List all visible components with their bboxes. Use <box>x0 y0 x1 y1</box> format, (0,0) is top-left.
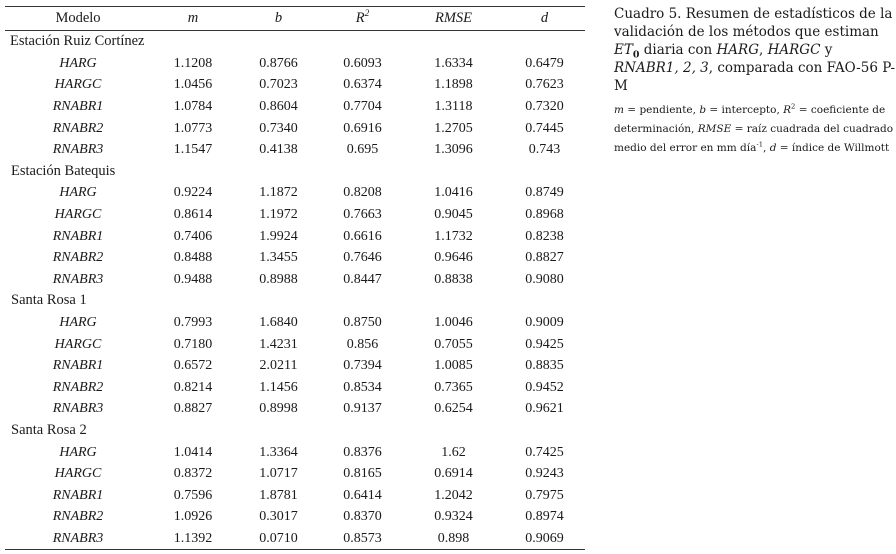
r2-cell: 0.9137 <box>343 401 382 417</box>
table-row <box>5 312 585 334</box>
caption-part-3: , comparada con FAO-56 P-M <box>614 60 896 94</box>
model-cell: RNABR2 <box>52 120 104 136</box>
m-cell: 0.8614 <box>173 207 213 223</box>
table-notes <box>614 101 894 158</box>
d-cell: 0.8749 <box>525 185 564 201</box>
table-row <box>5 225 585 247</box>
note-r-sup: 2 <box>791 102 796 111</box>
rmse-cell: 0.7055 <box>434 336 473 352</box>
rmse-cell: 0.9324 <box>434 509 473 525</box>
d-cell: 0.9243 <box>525 466 564 482</box>
rmse-cell: 0.8838 <box>434 271 473 287</box>
rmse-cell: 0.6254 <box>434 401 473 417</box>
note-rmse-text: = raíz cuadrada del cuadrado medio del error en mm día <box>614 123 894 154</box>
station-row <box>5 31 585 53</box>
table-row <box>5 463 585 485</box>
m-cell: 1.1392 <box>151 528 235 550</box>
station-name: Estación Batequis <box>11 162 116 179</box>
r2-cell: 0.7704 <box>343 99 382 115</box>
table-row <box>5 204 585 226</box>
r2-cell: 0.8534 <box>343 379 382 395</box>
note-d-text: = índice de Willmott <box>776 142 890 154</box>
r2-cell: 0.8376 <box>343 444 382 460</box>
m-cell: 1.0926 <box>173 509 213 525</box>
d-cell: 0.9425 <box>525 336 564 352</box>
caption-hargc: HARGC <box>767 42 821 58</box>
model-cell: HARG <box>59 185 97 201</box>
header-d: d <box>504 7 585 31</box>
station-name: Santa Rosa 1 <box>11 292 87 309</box>
rmse-cell: 1.1732 <box>434 228 473 244</box>
station-row <box>5 290 585 312</box>
caption-part-2: diaria con <box>639 42 717 58</box>
d-cell: 0.9080 <box>525 271 564 287</box>
r2-cell: 0.8750 <box>343 315 382 331</box>
caption-sep-1: , <box>759 42 768 58</box>
r2-cell: 0.8370 <box>343 509 382 525</box>
note-m: m <box>614 104 624 116</box>
table-row <box>5 333 585 355</box>
m-cell: 0.9224 <box>173 185 213 201</box>
d-cell: 0.8835 <box>525 358 564 374</box>
header-b: b <box>235 7 322 31</box>
model-cell: RNABR3 <box>5 528 151 550</box>
caption-part-1: Cuadro 5. Resumen de estadísticos de la validación de los métodos que estiman <box>614 6 893 40</box>
d-cell: 0.9009 <box>525 315 564 331</box>
r2-cell: 0.6916 <box>343 120 382 136</box>
m-cell: 0.8488 <box>173 250 213 266</box>
m-cell: 0.8827 <box>173 401 213 417</box>
table-row <box>5 53 585 75</box>
b-cell: 0.7340 <box>259 120 298 136</box>
rmse-cell: 1.1898 <box>434 77 473 93</box>
b-cell: 1.1972 <box>259 207 298 223</box>
b-cell: 0.8988 <box>259 271 298 287</box>
table-row <box>5 269 585 291</box>
m-cell: 0.8372 <box>173 466 213 482</box>
table-row <box>5 398 585 420</box>
table-row <box>5 377 585 399</box>
station-name: Estación Ruiz Cortínez <box>10 33 145 50</box>
d-cell: 0.6479 <box>525 55 564 71</box>
note-rmse-sup: -1 <box>756 140 764 149</box>
d-cell: 0.8238 <box>525 228 564 244</box>
table-row <box>5 139 585 161</box>
model-cell: HARGC <box>54 77 102 93</box>
b-cell: 0.7023 <box>259 77 298 93</box>
note-d: d <box>769 142 777 154</box>
table-row <box>5 528 585 550</box>
m-cell: 1.1208 <box>173 55 213 71</box>
m-cell: 0.7596 <box>173 487 213 503</box>
r2-cell: 0.7394 <box>343 358 382 374</box>
rmse-cell: 1.3118 <box>434 99 473 115</box>
note-r: R <box>783 104 792 116</box>
model-cell: HARGC <box>54 466 102 482</box>
model-cell: RNABR2 <box>52 250 104 266</box>
model-cell: HARGC <box>54 207 102 223</box>
d-cell: 0.7975 <box>525 487 564 503</box>
caption-harg: HARG <box>716 42 760 58</box>
caption-et: ET <box>614 42 633 58</box>
b-cell: 0.8766 <box>259 55 298 71</box>
model-cell: RNABR2 <box>52 379 104 395</box>
m-cell: 1.0414 <box>173 444 213 460</box>
header-row <box>5 7 585 31</box>
note-m-text: = pendiente, <box>623 104 700 116</box>
rmse-cell: 1.0046 <box>434 315 473 331</box>
r2-cell: 0.695 <box>346 142 379 158</box>
note-r-text: = coeficiente de determinación, <box>614 104 886 135</box>
station-row <box>5 420 585 442</box>
m-cell: 1.1547 <box>173 142 213 158</box>
header-rmse: RMSE <box>403 7 504 31</box>
d-cell: 0.9452 <box>525 379 564 395</box>
rmse-cell: 0.898 <box>403 528 504 550</box>
model-cell: RNABR1 <box>52 487 104 503</box>
r2-cell: 0.7646 <box>343 250 382 266</box>
rmse-cell: 0.9045 <box>434 207 473 223</box>
b-cell: 1.4231 <box>259 336 298 352</box>
m-cell: 0.9488 <box>173 271 213 287</box>
d-cell: 0.8827 <box>525 250 564 266</box>
model-cell: HARGC <box>54 336 102 352</box>
header-model: Modelo <box>5 7 151 31</box>
b-cell: 1.9924 <box>259 228 298 244</box>
b-cell: 1.1456 <box>259 379 298 395</box>
d-cell: 0.7623 <box>525 77 564 93</box>
d-cell: 0.7445 <box>525 120 564 136</box>
table-row <box>5 96 585 118</box>
d-cell: 0.7320 <box>525 99 564 115</box>
b-cell: 2.0211 <box>259 358 298 374</box>
r2-cell: 0.8208 <box>343 185 382 201</box>
station-name: Santa Rosa 2 <box>11 421 87 438</box>
m-cell: 0.7993 <box>173 315 213 331</box>
model-cell: RNABR3 <box>52 142 104 158</box>
m-cell: 1.0773 <box>173 120 213 136</box>
r2-cell: 0.6093 <box>343 55 382 71</box>
r2-cell: 0.6374 <box>343 77 382 93</box>
model-cell: RNABR1 <box>52 358 104 374</box>
b-cell: 1.3364 <box>259 444 298 460</box>
m-cell: 0.7180 <box>173 336 213 352</box>
b-cell: 1.6840 <box>259 315 298 331</box>
note-b-text: = intercepto, <box>706 104 784 116</box>
d-cell: 0.7425 <box>525 444 564 460</box>
model-cell: HARG <box>59 315 97 331</box>
note-b: b <box>699 104 707 116</box>
m-cell: 1.0456 <box>173 77 213 93</box>
rmse-cell: 1.0416 <box>434 185 473 201</box>
model-cell: RNABR3 <box>52 271 104 287</box>
table-row <box>5 441 585 463</box>
m-cell: 0.7406 <box>173 228 213 244</box>
note-rmse-tail: , <box>763 142 770 154</box>
r2-cell: 0.6414 <box>343 487 382 503</box>
statistics-table-container <box>5 6 585 550</box>
d-cell: 0.9069 <box>504 528 585 550</box>
b-cell: 1.3455 <box>259 250 298 266</box>
header-r2 <box>322 7 403 31</box>
table-row <box>5 247 585 269</box>
table-row <box>5 506 585 528</box>
rmse-cell: 0.7365 <box>434 379 473 395</box>
r2-cell: 0.7663 <box>343 207 382 223</box>
d-cell: 0.8974 <box>525 509 564 525</box>
m-cell: 1.0784 <box>173 99 213 115</box>
rmse-cell: 1.62 <box>441 444 466 460</box>
rmse-cell: 1.2705 <box>434 120 473 136</box>
header-m: m <box>151 7 235 31</box>
caption-et-sub: 0 <box>632 49 640 61</box>
m-cell: 0.8214 <box>173 379 213 395</box>
r2-cell: 0.8447 <box>343 271 382 287</box>
model-cell: HARG <box>59 444 97 460</box>
d-cell: 0.743 <box>528 142 561 158</box>
rmse-cell: 1.6334 <box>434 55 473 71</box>
r2-cell: 0.856 <box>346 336 379 352</box>
table-caption <box>614 5 896 95</box>
rmse-cell: 0.6914 <box>434 466 473 482</box>
caption-sep-2: y <box>820 42 833 58</box>
header-r2-base: R <box>355 10 365 26</box>
r2-cell: 0.6616 <box>343 228 382 244</box>
model-cell: RNABR1 <box>52 228 104 244</box>
note-rmse: RMSE <box>697 123 732 135</box>
header-r2-sup: 2 <box>364 9 370 20</box>
rmse-cell: 0.9646 <box>434 250 473 266</box>
caption-rnabr: RNABR1, 2, 3 <box>614 60 709 76</box>
d-cell: 0.8968 <box>525 207 564 223</box>
b-cell: 1.1872 <box>259 185 298 201</box>
d-cell: 0.9621 <box>525 401 564 417</box>
model-cell: HARG <box>59 55 97 71</box>
m-cell: 0.6572 <box>173 358 213 374</box>
b-cell: 0.4138 <box>259 142 298 158</box>
b-cell: 0.8998 <box>259 401 298 417</box>
b-cell: 0.0710 <box>235 528 322 550</box>
rmse-cell: 1.3096 <box>434 142 473 158</box>
table-row <box>5 182 585 204</box>
r2-cell: 0.8165 <box>343 466 382 482</box>
table-row <box>5 355 585 377</box>
statistics-table <box>5 6 585 550</box>
model-cell: RNABR2 <box>52 509 104 525</box>
table-row <box>5 117 585 139</box>
b-cell: 1.0717 <box>259 466 298 482</box>
r2-cell: 0.8573 <box>322 528 403 550</box>
table-row <box>5 74 585 96</box>
b-cell: 0.3017 <box>259 509 298 525</box>
model-cell: RNABR3 <box>52 401 104 417</box>
station-row <box>5 161 585 183</box>
b-cell: 1.8781 <box>259 487 298 503</box>
b-cell: 0.8604 <box>259 99 298 115</box>
model-cell: RNABR1 <box>52 99 104 115</box>
rmse-cell: 1.0085 <box>434 358 473 374</box>
table-row <box>5 484 585 506</box>
rmse-cell: 1.2042 <box>434 487 473 503</box>
